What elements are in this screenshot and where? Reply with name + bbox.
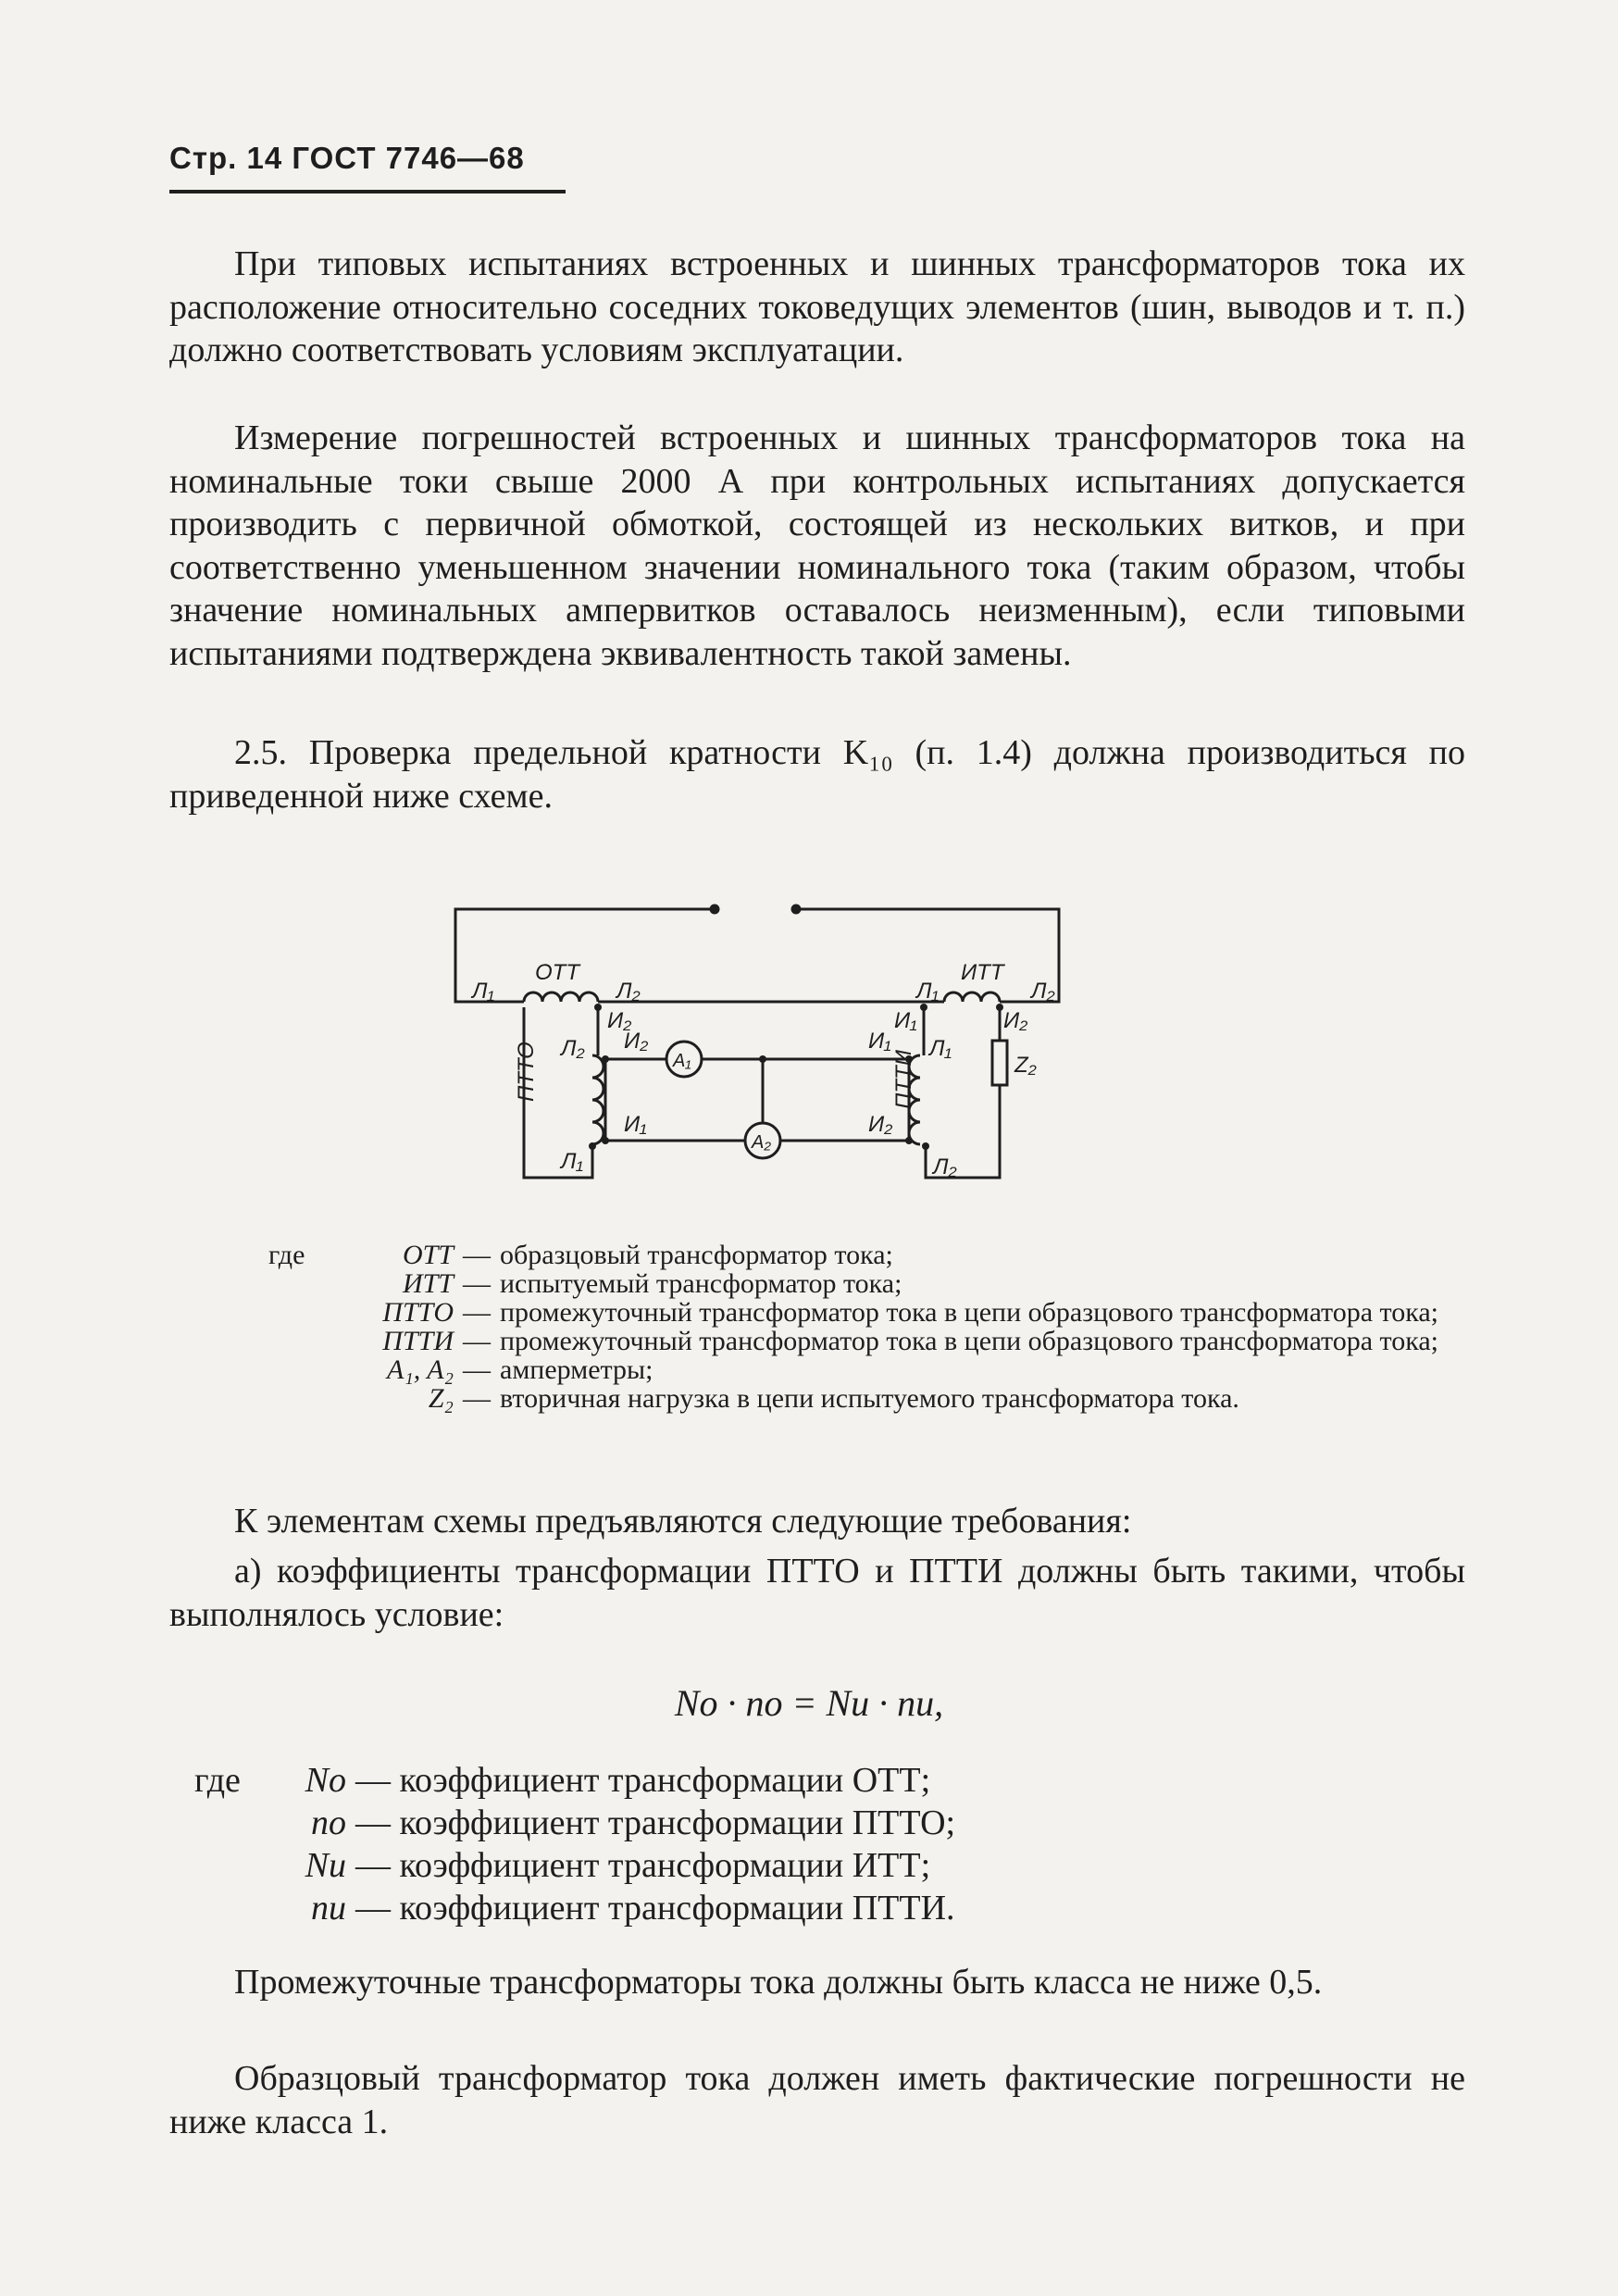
definitions-intro: где — [194, 1761, 241, 1800]
legend-term: ПТТИ — [382, 1326, 454, 1356]
legend-row: где ОТТ — образцовый трансформатор тока; — [268, 1241, 1490, 1269]
junction-dots — [589, 1004, 1003, 1150]
definition-row — [194, 1887, 955, 1929]
label-ptto-i1: И₁ — [624, 1112, 647, 1137]
label-ptti-i1: И₁ — [868, 1029, 891, 1054]
load-z2 — [992, 1041, 1007, 1085]
label-z2: Z₂ — [1014, 1053, 1037, 1078]
definition-text: — коэффициент трансформации ПТТО; — [355, 1803, 956, 1842]
paragraph-2-text: Измерение погрешностей встроенных и шинных трансформаторов тока на номинальные токи свыше 2000 А при контрольных испытаниях допускается производить с первичной обмоткой, состоящей из нескольких витков, и при соответственно уменьшенном значении номинального тока (таким образом, чтобы значение номинальных ампервитков оставалось неизменным), если типовыми испытаниями подтверждена эквивалентность такой замены. — [169, 418, 1465, 673]
requirement-a-text: а) коэффициенты трансформации ПТТО и ПТТИ должны быть такими, чтобы выполнялось условие: — [169, 1552, 1465, 1634]
primary-contact-right — [792, 905, 800, 913]
definition-row — [194, 1802, 955, 1844]
legend-row: ПТТИ — промежуточный трансформатор тока в цепи образцового трансформатора тока; — [268, 1327, 1490, 1355]
label-ptti-i2: И₂ — [868, 1112, 893, 1137]
legend-def: амперметры; — [500, 1354, 653, 1385]
definition-row — [194, 1759, 955, 1802]
legend-row: Z₂ — вторичная нагрузка в цепи испытуемого трансформатора тока. — [268, 1384, 1490, 1413]
header-rule — [169, 190, 566, 193]
definition-text: — коэффициент трансформации ОТТ; — [355, 1761, 931, 1800]
closing-paragraph-2 — [169, 2057, 1465, 2143]
label-ott-l1: Л₁ — [472, 979, 495, 1004]
itt-primary-coil — [944, 992, 1000, 1002]
label-ott-i2: И₂ — [607, 1008, 632, 1033]
definition-symbol: Nо — [305, 1761, 346, 1800]
legend-term: ИТТ — [402, 1268, 454, 1299]
definition-symbol: Nи — [305, 1846, 346, 1885]
requirement-a — [169, 1550, 1465, 1636]
ptto-coil — [592, 1055, 604, 1144]
legend-term: ОТТ — [402, 1240, 454, 1270]
legend-term: ПТТО — [382, 1297, 454, 1328]
label-itt-l2: Л₂ — [1031, 979, 1055, 1004]
requirements-intro-text: К элементам схемы предъявляются следующие требования: — [234, 1502, 1132, 1541]
legend-def: промежуточный трансформатор тока в цепи образцового трансформатора тока; — [500, 1326, 1438, 1356]
circuit-diagram — [426, 889, 1092, 1194]
closing-paragraph-2-text: Образцовый трансформатор тока должен иметь фактические погрешности не ниже класса 1. — [169, 2059, 1465, 2141]
closing-paragraph-1-text: Промежуточные трансформаторы тока должны быть класса не ниже 0,5. — [234, 1963, 1323, 2002]
label-itt-i1: И₁ — [894, 1008, 917, 1033]
label-ott-l2: Л₂ — [616, 979, 641, 1004]
legend-def: вторичная нагрузка в цепи испытуемого трансформатора тока. — [500, 1383, 1239, 1414]
label-ptto-l1: Л₁ — [561, 1149, 584, 1174]
legend-term: Z₂ — [428, 1383, 454, 1414]
definition-text: — коэффициент трансформации ИТТ; — [355, 1846, 931, 1885]
diagram-legend — [268, 1241, 1490, 1413]
legend-intro: где — [268, 1240, 305, 1270]
label-ott: ОТТ — [535, 960, 579, 985]
legend-def: промежуточный трансформатор тока в цепи образцового трансформатора тока; — [500, 1297, 1438, 1328]
legend-def: испытуемый трансформатор тока; — [500, 1268, 902, 1299]
formula: Nо · nо = Nи · nи, — [674, 1682, 944, 1724]
label-itt-l1: Л₁ — [916, 979, 940, 1004]
label-ptti: ПТТИ — [891, 1050, 916, 1109]
paragraph-2 — [169, 417, 1465, 675]
ott-primary-coil — [524, 992, 598, 1002]
definition-symbol: nо — [311, 1803, 346, 1842]
closing-paragraph-1 — [169, 1961, 1465, 2004]
definition-symbol: nи — [311, 1889, 346, 1928]
requirements-intro — [169, 1500, 1465, 1543]
paragraph-3 — [169, 731, 1465, 817]
primary-contact-left — [711, 905, 718, 913]
paragraph-3-text: 2.5. Проверка предельной кратности K₁₀ (п. 1.4) должна производиться по приведенной ниже схеме. — [169, 733, 1465, 816]
label-ptti-l1: Л₁ — [929, 1036, 952, 1061]
legend-row: ИТТ — испытуемый трансформатор тока; — [268, 1269, 1490, 1298]
paragraph-1-text: При типовых испытаниях встроенных и шинных трансформаторов тока их расположение относительно соседних токоведущих элементов (шин, выводов и т. п.) должно соответствовать условиям эксплуатации. — [169, 244, 1465, 369]
label-ptti-l2: Л₂ — [933, 1154, 957, 1179]
definition-text: — коэффициент трансформации ПТТИ. — [355, 1889, 955, 1928]
label-a1: A₁ — [673, 1051, 691, 1071]
itt-secondary-right — [926, 1007, 1000, 1178]
legend-row: A₁, A₂ — амперметры; — [268, 1355, 1490, 1384]
label-itt: ИТТ — [961, 960, 1004, 985]
label-itt-i2: И₂ — [1003, 1008, 1028, 1033]
legend-row: ПТТО — промежуточный трансформатор тока в цепи образцового трансформатора тока; — [268, 1298, 1490, 1327]
label-ptto-l2: Л₂ — [561, 1036, 585, 1061]
definition-row — [194, 1844, 955, 1887]
page-header: Стр. 14 ГОСТ 7746—68 — [169, 141, 525, 175]
legend-def: образцовый трансформатор тока; — [500, 1240, 893, 1270]
label-ptto: ПТТО — [514, 1042, 539, 1102]
paragraph-1 — [169, 243, 1465, 372]
coefficient-definitions — [194, 1759, 955, 1929]
label-a2: A₂ — [752, 1132, 771, 1153]
legend-term: A₁, A₂ — [387, 1354, 454, 1385]
label-ptto-i2: И₂ — [624, 1029, 649, 1054]
